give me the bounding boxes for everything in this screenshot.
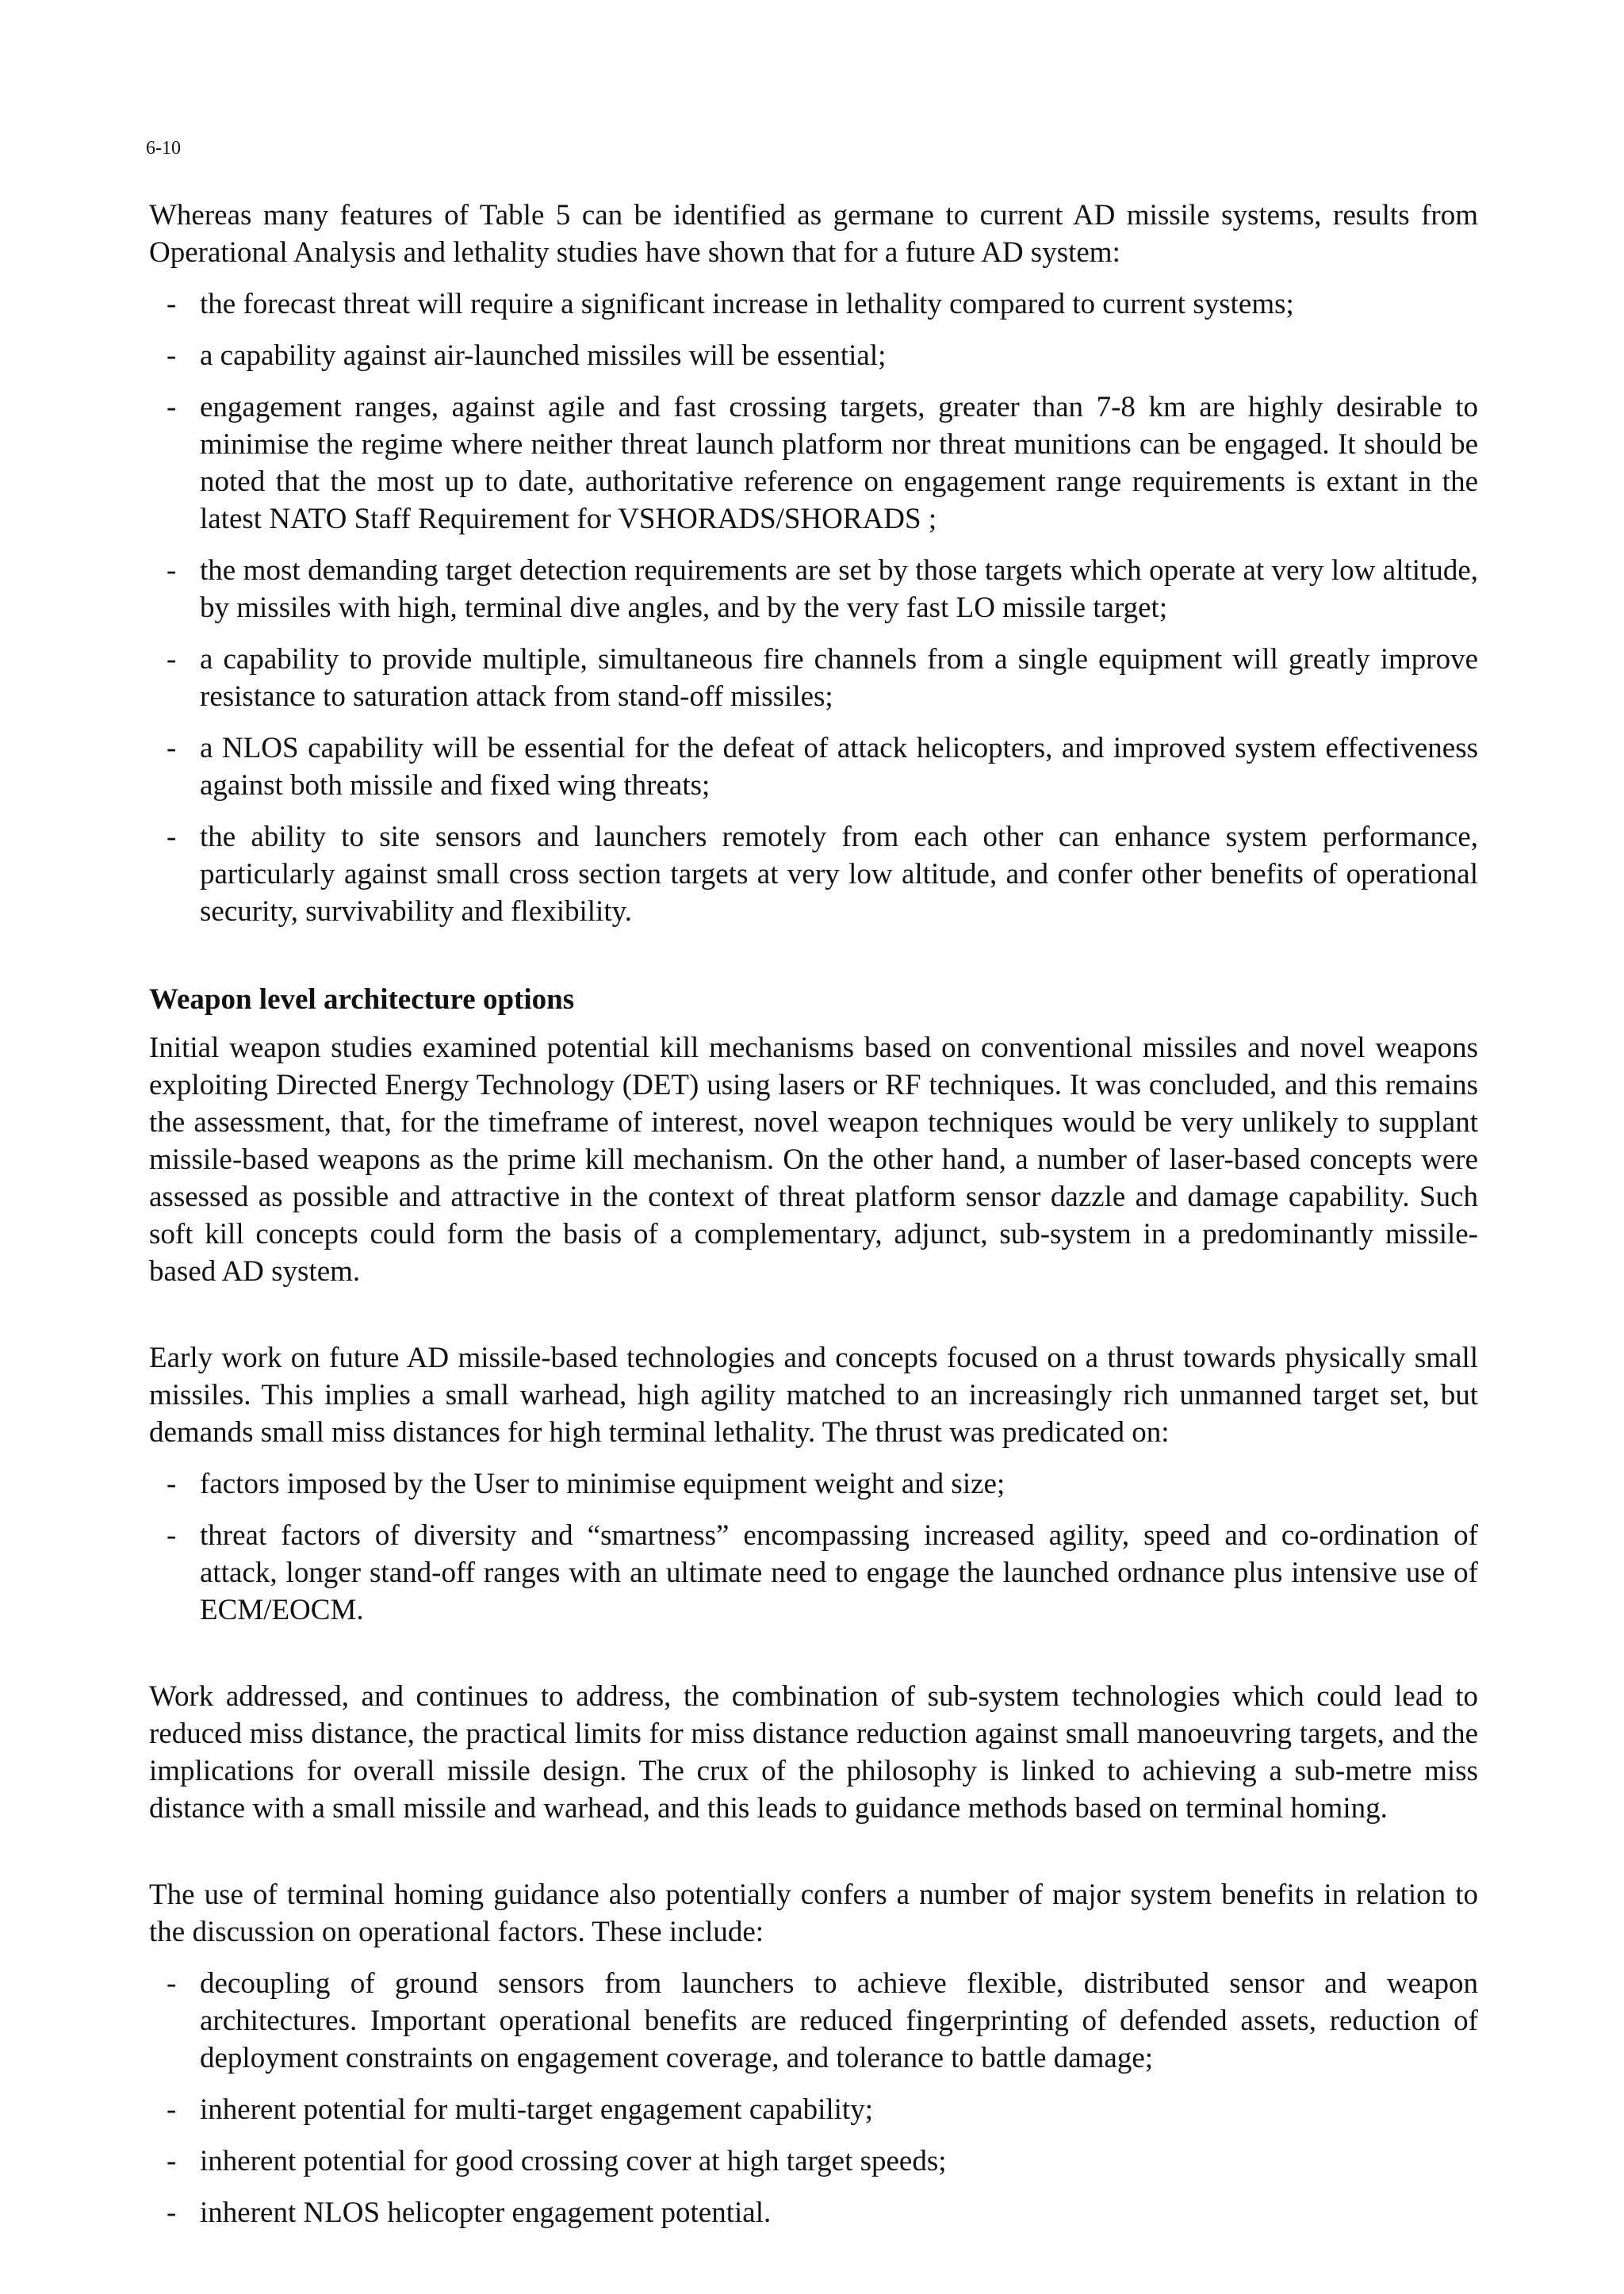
section-heading: Weapon level architecture options <box>149 983 575 1016</box>
body-paragraph: Early work on future AD missile-based technologies and concepts focused on a thrust towards physically small missiles. This implies a small warhead, high agility matched to an increasingly rich unmanned target set, but demands small miss distances for high terminal lethality. The thrust was predicated on: <box>149 1342 1478 1449</box>
list-item: - a NLOS capability will be essential for the defeat of attack helicopters, and improved system effectiveness against both missile and fixed wing threats; <box>149 730 1478 804</box>
benefits-list <box>149 1965 1478 2231</box>
factors-list <box>149 1465 1478 1629</box>
list-item: - the forecast threat will require a significant increase in lethality compared to current systems; <box>149 285 1478 323</box>
list-item: - a capability against air-launched missiles will be essential; <box>149 337 1478 374</box>
list-item: - inherent potential for multi-target engagement capability; <box>149 2091 1478 2128</box>
list-item: - the ability to site sensors and launchers remotely from each other can enhance system performance, particularly against small cross section targets at very low altitude, and confer other benefits of operational security, survivability and flexibility. <box>149 818 1478 930</box>
list-item: - threat factors of diversity and “smartness” encompassing increased agility, speed and co-ordination of attack, longer stand-off ranges with an ultimate need to engage the launched ordnance plus intensive use of ECM/EOCM. <box>149 1517 1478 1629</box>
page-number: 6-10 <box>146 138 181 159</box>
requirements-list <box>149 285 1478 930</box>
body-paragraph: The use of terminal homing guidance also potentially confers a number of major system benefits in relation to the discussion on operational factors. These include: <box>149 1878 1478 1948</box>
body-paragraph: Initial weapon studies examined potential kill mechanisms based on conventional missiles and novel weapons exploiting Directed Energy Technology (DET) using lasers or RF techniques. It was concluded, and this remains the assessment, that, for the timeframe of interest, novel weapon techniques would be very unlikely to supplant missile-based weapons as the prime kill mechanism. On the other hand, a number of laser-based concepts were assessed as possible and attractive in the context of threat platform sensor dazzle and damage capability. Such soft kill concepts could form the basis of a complementary, adjunct, sub-system in a predominantly missile-based AD system. <box>149 1032 1478 1288</box>
body-paragraph: Work addressed, and continues to address, the combination of sub-system technologies which could lead to reduced miss distance, the practical limits for miss distance reduction against small manoeuvring targets, and the implications for overall missile design. The crux of the philosophy is linked to achieving a sub-metre miss distance with a small missile and warhead, and this leads to guidance methods based on terminal homing. <box>149 1680 1478 1825</box>
list-item: - factors imposed by the User to minimise equipment weight and size; <box>149 1465 1478 1503</box>
page-content <box>149 197 1478 2231</box>
list-item: - a capability to provide multiple, simultaneous fire channels from a single equipment will greatly improve resistance to saturation attack from stand-off missiles; <box>149 641 1478 715</box>
list-item: - decoupling of ground sensors from launchers to achieve flexible, distributed sensor and weapon architectures. Important operational benefits are reduced fingerprinting of defended assets, reduction of deployment constraints on engagement coverage, and tolerance to battle damage; <box>149 1965 1478 2077</box>
list-item: - the most demanding target detection requirements are set by those targets which operate at very low altitude, by missiles with high, terminal dive angles, and by the very fast LO missile target; <box>149 552 1478 626</box>
intro-paragraph: Whereas many features of Table 5 can be identified as germane to current AD missile systems, results from Operational Analysis and lethality studies have shown that for a future AD system: <box>149 199 1478 269</box>
list-item: - inherent NLOS helicopter engagement potential. <box>149 2194 1478 2231</box>
list-item: - engagement ranges, against agile and fast crossing targets, greater than 7-8 km are highly desirable to minimise the regime where neither threat launch platform nor threat munitions can be engaged. It should be noted that the most up to date, authoritative reference on engagement range requirements is extant in the latest NATO Staff Requirement for VSHORADS/SHORADS ; <box>149 389 1478 538</box>
list-item: - inherent potential for good crossing cover at high target speeds; <box>149 2143 1478 2180</box>
